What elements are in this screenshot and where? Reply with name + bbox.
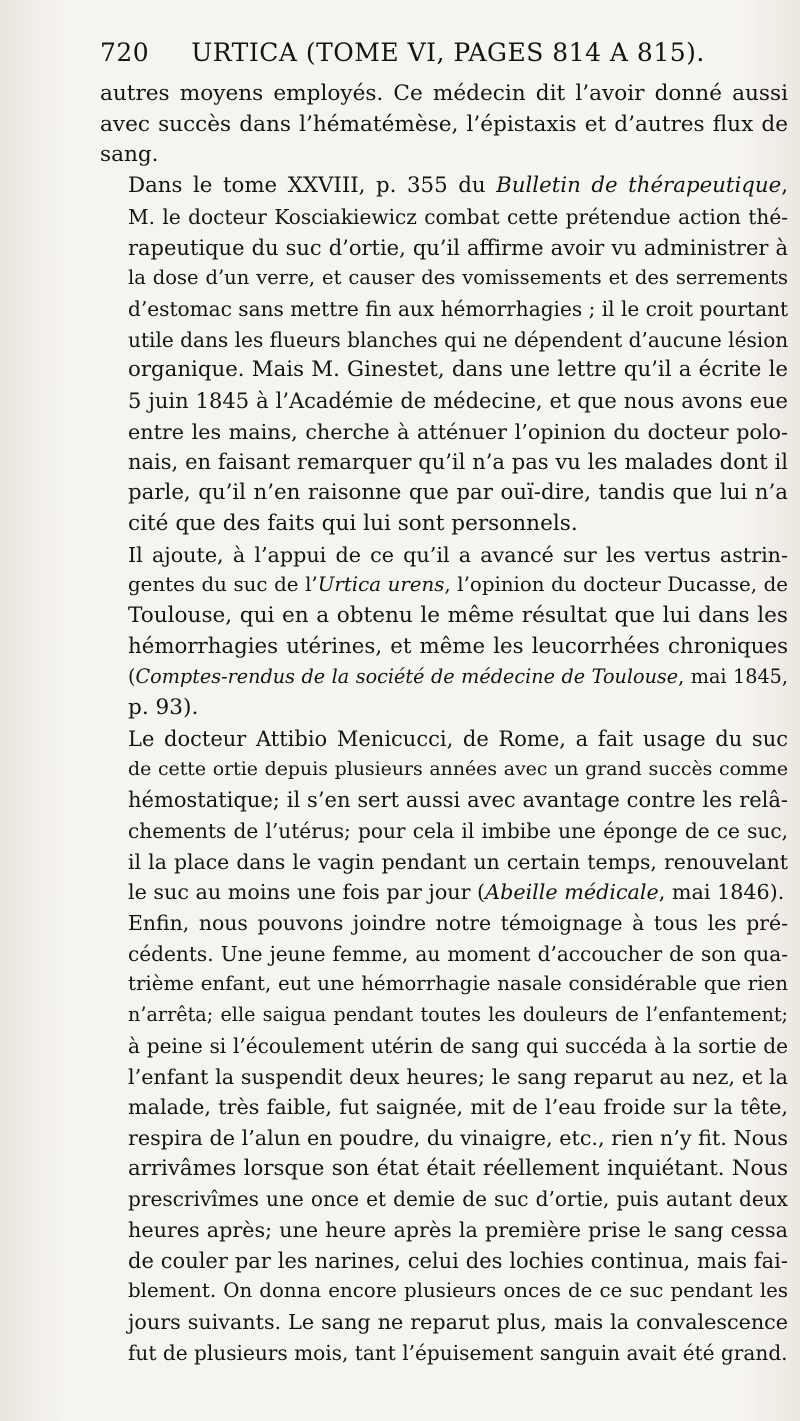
text-line: chements de l’utérus; pour cela il imbibe une éponge de ce suc, (128, 818, 788, 843)
text-line: gentes du suc de l’Urtica urens, l’opinion du docteur Ducasse, de (128, 573, 789, 597)
text-line: cité que des faits qui lui sont personnels. (128, 510, 578, 536)
text-line: respira de l’alun en poudre, du vinaigre, etc., rien n’y fit. Nous (128, 1125, 788, 1150)
text-line: la dose d’un verre, et causer des vomissements et des serrements (128, 266, 788, 290)
italic-title: Urtica urens (317, 573, 445, 597)
paragraph (100, 171, 788, 539)
text-line: autres moyens employés. Ce médecin dit l’avoir donné aussi (100, 81, 788, 106)
text-line: heures après; une heure après la première prise le sang cessa (128, 1218, 788, 1243)
page-body (100, 79, 788, 1369)
text-line: malade, très faible, fut saignée, mit de l’eau froide sur la tête, (128, 1095, 788, 1120)
running-header (100, 38, 780, 68)
text-line: rapeutique du suc d’ortie, qu’il affirme avoir vu administrer à (128, 235, 788, 260)
text-line: trième enfant, eut une hémorrhagie nasale considérable que rien (128, 972, 788, 996)
italic-title: Abeille médicale (485, 880, 659, 905)
text-line: l’enfant la suspendit deux heures; le sang reparut au nez, et la (128, 1064, 788, 1089)
running-title: URTICA (TOME VI, PAGES 814 A 815). (191, 38, 705, 67)
text-line: organique. Mais M. Ginestet, dans une lettre qu’il a écrite le (128, 357, 788, 383)
text-line: blement. On donna encore plusieurs onces de ce suc pendant les (128, 1279, 788, 1303)
text-line: d’estomac sans mettre fin aux hémorrhagies ; il le croit pourtant (128, 296, 789, 321)
page-number: 720 (100, 38, 150, 67)
text-line: entre les mains, cherche à atténuer l’opinion du docteur polo- (128, 419, 788, 444)
text-line: Enfin, nous pouvons joindre notre témoignage à tous les pré- (128, 910, 788, 935)
text-line: il la place dans le vagin pendant un certain temps, renouvelant (128, 849, 788, 874)
text-line: Toulouse, qui en a obtenu le même résultat que lui dans les (128, 602, 788, 628)
text-line: M. le docteur Kosciakiewicz combat cette prétendue action thé- (128, 204, 788, 229)
text-line: (Comptes-rendus de la société de médecine de Toulouse, mai 1845, (128, 665, 788, 689)
text-line: avec succès dans l’hématémèse, l’épistaxis et d’autres flux de (100, 111, 788, 137)
text-line: arrivâmes lorsque son état était réellement inquiétant. Nous (128, 1155, 788, 1181)
text-line: le suc au moins une fois par jour (Abeille médicale, mai 1846). (128, 880, 785, 905)
italic-title: Bulletin de thérapeutique (496, 173, 782, 199)
paragraph (100, 540, 788, 724)
text-line: jours suivants. Le sang ne reparut plus, mais la convalescence (128, 1310, 788, 1335)
text-line: p. 93). (128, 695, 199, 721)
italic-title: Comptes-rendus de la société de médecine de Toulouse (135, 665, 679, 689)
text-line: utile dans les flueurs blanches qui ne dépendent d’aucune lésion (128, 327, 789, 352)
paragraph (100, 724, 788, 908)
text-line: de couler par les narines, celui des lochies continua, mais fai- (128, 1248, 788, 1273)
text-line: de cette ortie depuis plusieurs années avec un grand succès comme (128, 758, 788, 781)
text-line: parle, qu’il n’en raisonne que par ouï-dire, tandis que lui n’a (128, 480, 788, 506)
text-line: n’arrêta; elle saigua pendant toutes les douleurs de l’enfantement; (128, 1003, 788, 1027)
text-line: à peine si l’écoulement utérin de sang qui succéda à la sortie de (128, 1033, 788, 1058)
text-line: hémorrhagies utérines, et même les leucorrhées chroniques (128, 633, 788, 659)
text-line: prescrivîmes une once et demie de suc d’ortie, puis autant deux (128, 1187, 788, 1212)
text-line: fut de plusieurs mois, tant l’épuisement sanguin avait été grand. (128, 1340, 788, 1365)
text-line: Dans le tome XXVIII, p. 355 du Bulletin de thérapeutique, (128, 173, 788, 199)
text-line: sang. (100, 142, 159, 168)
text-line: 5 juin 1845 à l’Académie de médecine, et que nous avons eue (128, 389, 788, 414)
text-line: cédents. Une jeune femme, au moment d’accoucher de son qua- (128, 941, 788, 966)
paragraph (100, 908, 788, 1369)
paragraph (100, 79, 788, 171)
text-line: hémostatique; il s’en sert aussi avec avantage contre les relâ- (128, 788, 788, 813)
text-line: nais, en faisant remarquer qu’il n’a pas vu les malades dont il (128, 450, 788, 475)
text-line: Le docteur Attibio Menicucci, de Rome, a fait usage du suc (128, 726, 788, 751)
text-line: Il ajoute, à l’appui de ce qu’il a avancé sur les vertus astrin- (128, 542, 788, 567)
